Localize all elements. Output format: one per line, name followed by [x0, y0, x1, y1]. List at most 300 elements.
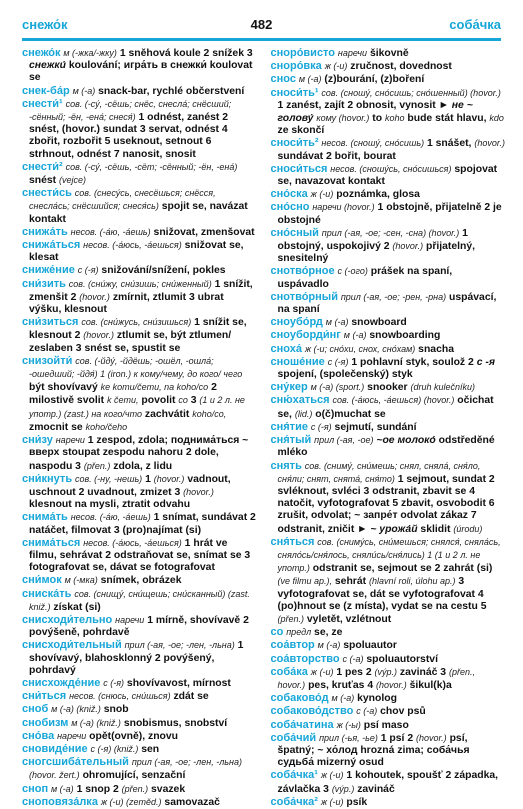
- entry-grammar: м (-мка): [64, 575, 98, 586]
- entry-grammar: (hovor.): [183, 486, 214, 497]
- entry-translation: 3: [187, 395, 200, 407]
- entry-headword: соба́ка: [270, 665, 308, 678]
- dictionary-entry: [271, 460, 506, 536]
- entry-grammar: несов. (-а́юсь, -а́ешься): [83, 240, 182, 251]
- entry-translation: očichat se,: [277, 395, 494, 420]
- dictionary-entry: [271, 653, 506, 666]
- entry-headword: сноро́висто: [270, 47, 336, 59]
- entry-phrase: ~ое молоко́: [376, 435, 436, 447]
- dictionary-entry: [22, 264, 257, 277]
- entry-translation: 1 obstojně, přijatelně 2 je obstojné: [277, 202, 502, 226]
- entry-translation: snob: [100, 704, 129, 716]
- entry-translation: shovívavost, mírnost: [124, 677, 231, 689]
- entry-translation: psí, špatný;: [277, 732, 468, 756]
- entry-headword: сня́тый: [270, 434, 312, 447]
- header-right-headword: соба́чка: [449, 17, 501, 32]
- entry-grammar: наречи: [115, 614, 145, 625]
- entry-translation: zavináč: [354, 783, 395, 795]
- entry-headword: снима́ть: [22, 511, 68, 524]
- dictionary-entry: [22, 614, 257, 639]
- entry-translation: přijatelný, snesitelný: [277, 241, 476, 265]
- entry-headword: снотво́рный: [270, 290, 338, 303]
- entry-translation: vadnout, uschnout 2 uvadnout, zmizet 3: [29, 473, 231, 498]
- entry-headword: сноп: [22, 782, 49, 795]
- entry-grammar: предл: [286, 627, 312, 638]
- entry-grammar: несов. (-а́юсь, -а́ешься): [83, 537, 182, 548]
- entry-grammar: с (-я): [103, 677, 125, 688]
- entry-translation: snímek, obrázek: [97, 575, 182, 587]
- entry-translation: 1 kohoutek, spoušť 2 západka, závlačka 3: [277, 770, 499, 795]
- entry-grammar: наречи: [55, 435, 85, 446]
- entry-headword: соа́вторство: [270, 652, 340, 665]
- entry-headword: снижа́ться: [22, 239, 81, 252]
- entry-grammar: ж (-и): [324, 61, 348, 72]
- entry-translation: snowboarding: [366, 330, 441, 342]
- entry-headword: снима́ться: [22, 536, 81, 549]
- entry-translation: 1 sejmout, sundat 2 svléknout, svléci 3 odstranit, zbavit se 4 natočit, vyfotografovat 5 zbavit, osvobodit 6 zrušit, odvolat;: [277, 473, 495, 522]
- entry-translation: pes, kruťas 4: [305, 679, 377, 691]
- dictionary-entry: [22, 161, 257, 187]
- entry-translation: 1 zanést, zajít 2 obnosit, vynosit ►: [277, 99, 452, 111]
- entry-headword: сни́зу: [22, 434, 53, 447]
- entry-translation: snižovat, zmenšovat: [150, 226, 255, 238]
- entry-grammar: (výp.): [374, 666, 397, 677]
- entry-translation: 1 snížit se, klesnout 2: [29, 317, 247, 342]
- entry-grammar: с (-я): [327, 356, 349, 367]
- dictionary-entry: [271, 73, 506, 86]
- entry-translation: spoluautorství: [363, 653, 438, 665]
- entry-headword: сноубо́рд: [270, 316, 323, 329]
- entry-translation: игра́ть в снежки́: [123, 60, 207, 72]
- entry-translation: ze skončí: [277, 125, 325, 137]
- entry-translation: sundávat 2 bořit, bourat: [277, 150, 396, 162]
- entry-grammar: ж (-и): [310, 189, 334, 200]
- entry-translation: 1 pes 2: [333, 666, 375, 678]
- dictionary-entry: [22, 690, 257, 703]
- entry-headword: сни́зиться: [22, 316, 79, 329]
- entry-grammar: прил (-ая, -ое; -лен, -льна): [124, 640, 235, 651]
- entry-translation: ~ запре́т: [354, 510, 398, 522]
- entry-grammar: сов. (снесу́сь, снесёшься; снёсся, снесла́сь; снёсшийся; снеся́сь): [29, 188, 216, 212]
- entry-headword: снизойти́: [22, 354, 73, 367]
- entry-translation: 1 snímat, sundávat 2 natáčet, filmovat 3 (pro)najímat (si): [29, 512, 256, 536]
- entry-translation: zavináč 3: [396, 666, 449, 678]
- dictionary-entry: [271, 188, 506, 201]
- dictionary-entry: [22, 98, 257, 161]
- entry-translation: snižovat se, klesat: [29, 240, 244, 264]
- entry-grammar: наречи: [337, 48, 368, 58]
- entry-translation: 1 hrát ve filmu, sehrávat 2 odstraňovat se, snímat se 3 fotografovat se, dávat se fotografovat: [29, 537, 251, 574]
- entry-grammar: сов. (сни́жусь, сни́зишься): [81, 317, 192, 328]
- dictionary-entry: [271, 692, 506, 705]
- entry-grammar: с (-ого): [337, 266, 368, 277]
- entry-translation: snižování/snížení, pokles: [98, 265, 226, 277]
- entry-grammar: несов. (сношу́сь, сно́сишься): [330, 163, 452, 174]
- left-column: [22, 47, 257, 808]
- dictionary-entry: [22, 703, 257, 716]
- dictionary-entry: [22, 588, 257, 614]
- dictionary-entry: [22, 796, 257, 809]
- entry-translation: kynolog: [354, 693, 397, 705]
- entry-headword: сно́сно: [270, 201, 310, 214]
- entry-headword: сниже́ние: [22, 264, 75, 277]
- entry-grammar: ж (-ы): [336, 719, 361, 730]
- entry-translation: 2 milostivě svolit: [29, 382, 217, 407]
- entry-headword: сноха́: [270, 342, 302, 355]
- entry-headword: сно́сный: [270, 226, 319, 239]
- entry-grammar: (hovor.): [83, 330, 114, 341]
- entry-headword: снос: [270, 73, 296, 86]
- entry-translation: zmocnit se: [29, 421, 86, 433]
- entry-headword: сноси́ться: [270, 162, 328, 175]
- entry-translation: zdát se: [170, 691, 209, 703]
- entry-grammar: ke komu/čemu, na koho/co: [100, 382, 209, 393]
- entry-translation: ohromující, senzační: [79, 770, 186, 782]
- entry-grammar: k čemu,: [106, 395, 139, 406]
- entry-headword: сну́кер: [270, 381, 308, 394]
- dictionary-entry: [271, 639, 506, 652]
- entry-translation: šikovně: [367, 48, 409, 59]
- entry-grammar: сов. (снищу́, сни́щешь; сни́сканный) (zast. kniž.): [29, 588, 250, 612]
- entry-grammar: сов. (сниму́сь, сни́мешься; снялся́, сняла́сь, сняло́сь/сня́лось, сняли́сь/сня́лись) 1 (1 и 2 л. не употр.): [277, 536, 501, 574]
- entry-translation: snowboard: [348, 317, 407, 329]
- page-header: [0, 0, 523, 36]
- entry-translation: povolit: [138, 395, 179, 407]
- dictionary-entry: [271, 536, 506, 626]
- entry-translation: odvolat zákaz 7 odstranit, zničit ►: [277, 510, 477, 535]
- entry-grammar: ж (-и): [320, 796, 344, 807]
- dictionary-entry: [271, 394, 506, 420]
- entry-grammar: прил (-ая, -ое): [314, 435, 374, 446]
- entry-grammar: с (-а): [356, 706, 378, 717]
- dictionary-entry: [22, 743, 257, 756]
- entry-translation: поднима́ться ~ вверх: [29, 435, 249, 459]
- entry-translation: zručnost, dovednost: [347, 61, 452, 73]
- dictionary-entry: [22, 717, 257, 730]
- page-number: 482: [250, 17, 273, 32]
- entry-grammar: м (-а) (sport.): [310, 382, 365, 393]
- entry-grammar: ж (-и) (zeměd.): [100, 796, 162, 807]
- entry-translation: klesnout na mysli, ztratit odvahu: [29, 499, 191, 511]
- entry-grammar: сов. (-ну, -нешь): [74, 473, 143, 484]
- entry-headword: соба́чка¹: [270, 769, 318, 782]
- entry-translation: koulování;: [65, 60, 124, 72]
- dictionary-entry: [271, 265, 506, 290]
- entry-grammar: сов. (-а́юсь, -а́ешься) (hovor.): [332, 395, 455, 406]
- dictionary-entry: [271, 356, 506, 381]
- entry-grammar: сов. (сни́жу, сни́зишь; сни́женный): [68, 278, 212, 289]
- entry-headword: сно́ска: [270, 188, 308, 201]
- entry-translation: zdola, z lidu: [110, 460, 173, 472]
- entry-translation: 3 vyfotografovat se, dát se vyfotografovat 4 (po)hnout se (z místa), vydat se na cestu 5: [277, 576, 487, 612]
- entry-grammar: м (-а): [317, 640, 341, 651]
- dictionary-entry: [22, 783, 257, 796]
- entry-grammar: (hovor.): [153, 473, 185, 484]
- entry-grammar: м (-а): [331, 693, 355, 704]
- entry-headword: соба́чка²: [270, 795, 318, 808]
- entry-translation: 1 obstojný, uspokojivý 2: [277, 227, 468, 253]
- entry-translation: mizerný osud: [313, 757, 384, 769]
- dictionary-entry: [22, 47, 257, 85]
- dictionary-entry: [22, 511, 257, 536]
- entry-grammar: м (-а): [343, 330, 367, 341]
- entry-headword: снести́¹: [22, 97, 63, 110]
- entry-translation: spojit se, navázat kontakt: [29, 201, 248, 225]
- dictionary-entry: [22, 730, 257, 743]
- entry-grammar: с (-я): [310, 421, 332, 432]
- entry-translation: 1 pohlavní styk, soulož 2: [348, 356, 477, 368]
- entry-grammar: (hovor.): [79, 291, 110, 302]
- dictionary-entry: [271, 60, 506, 73]
- entry-translation: 1 sněhová koule 2 snížek 3: [116, 48, 253, 59]
- entry-translation: ~ хо́лод: [317, 744, 358, 756]
- entry-headword: снотво́рное: [270, 265, 335, 278]
- dictionary-entry: [271, 434, 506, 459]
- entry-headword: сня́ться: [270, 535, 315, 548]
- entry-phrase: с: [476, 356, 483, 368]
- dictionary-entry: [271, 47, 506, 60]
- dictionary-entry: [271, 719, 506, 732]
- dictionary-entry: [271, 769, 506, 795]
- entry-translation: ztlumit se, být ztlumen/ zeslaben 3 snést se, spustit se: [29, 330, 232, 354]
- header-left-headword: снежо́к: [22, 17, 68, 32]
- entry-translation: být shovívavý: [29, 382, 101, 394]
- columns: [22, 47, 506, 808]
- entry-translation: to: [369, 113, 385, 125]
- entry-translation: 1 zespod, zdola;: [84, 435, 171, 447]
- entry-translation: 1 mírně, shovívavě 2 povýšeně, pohrdavě: [29, 614, 249, 639]
- entry-headword: сноб: [22, 703, 49, 716]
- entry-headword: соба́чатина: [270, 718, 334, 731]
- entry-grammar: (hovor.): [416, 732, 447, 743]
- entry-phrase: не ~ голову́: [277, 99, 473, 125]
- entry-translation: poznámka, glosa: [333, 189, 420, 201]
- entry-grammar: с (-я): [77, 265, 99, 276]
- entry-headword: соба́чий: [270, 731, 317, 744]
- entry-grammar: наречи: [57, 730, 87, 741]
- entry-translation: opět(ovně), znovu: [86, 730, 179, 742]
- dictionary-entry: [22, 226, 257, 239]
- entry-headword: собаково́дство: [270, 705, 354, 718]
- entry-grammar: (úrodu): [453, 523, 483, 534]
- dictionary-entry: [271, 666, 506, 692]
- entry-translation: sejmutí, sundání: [331, 421, 417, 433]
- entry-translation: 1 snop 2: [73, 783, 122, 795]
- entry-headword: сню́хаться: [270, 394, 330, 407]
- entry-headword: сноси́ть¹: [270, 86, 319, 99]
- entry-translation: 1: [142, 473, 154, 485]
- entry-grammar: несов. (-а́ю, -а́ешь): [70, 226, 151, 237]
- entry-grammar: (hovor.): [474, 138, 506, 149]
- entry-grammar: kdo: [489, 113, 504, 124]
- entry-headword: сновиде́ние: [22, 742, 88, 755]
- entry-translation: 1 snášet,: [424, 138, 475, 150]
- entry-grammar: сов. (сниму́, сни́мешь; снял, сняла́, сня́ло, сня́ли; снят, снята́, сня́то): [277, 460, 481, 484]
- entry-translation: šikul(k)a: [406, 679, 452, 691]
- entry-translation: samovazač: [161, 796, 220, 808]
- entry-grammar: несов. (снюсь, сни́шься): [69, 691, 171, 702]
- dictionary-entry: [22, 355, 257, 434]
- entry-translation: sklidit: [417, 523, 454, 535]
- entry-grammar: с (-я) (kniž.): [90, 743, 139, 754]
- dictionary-entry: [271, 626, 506, 639]
- entry-grammar: ж (-и): [310, 666, 334, 677]
- dictionary-entry: [22, 574, 257, 587]
- entry-grammar: сов. (сношу́, сно́сишь; сно́шенный) (hovor.): [321, 87, 501, 98]
- dictionary-entry: [271, 381, 506, 394]
- entry-grammar: (hovor.): [392, 241, 424, 252]
- entry-headword: сни́ться: [22, 690, 67, 703]
- entry-grammar: м (-а): [325, 317, 349, 328]
- entry-grammar: koho/co,: [192, 408, 227, 419]
- dictionary-entry: [22, 316, 257, 355]
- entry-headword: снижа́ть: [22, 225, 68, 238]
- dictionary-entry: [271, 705, 506, 718]
- right-column: [270, 47, 506, 808]
- entry-translation: snooker: [364, 382, 411, 394]
- entry-grammar: (hlavní roli, úlohu ap.): [368, 576, 456, 587]
- entry-translation: spojení, (společenský) styk: [277, 369, 413, 381]
- entry-headword: сноро́вка: [270, 60, 322, 73]
- entry-translation: (z)bourání, (z)boření: [321, 74, 425, 86]
- entry-headword: снек-ба́р: [22, 84, 70, 97]
- entry-translation: stoupat zespodu nahoru 2 dole, naspodu 3: [29, 447, 219, 472]
- dictionary-entry: [22, 85, 257, 98]
- entry-headword: сни́кнуть: [22, 472, 73, 485]
- dictionary-entry: [271, 732, 506, 770]
- entry-headword: соа́втор: [270, 639, 315, 652]
- dictionary-entry: [22, 278, 257, 317]
- entry-grammar: м (-а): [298, 74, 322, 85]
- entry-translation: snacha: [415, 343, 454, 355]
- entry-grammar: (přen.): [83, 460, 111, 471]
- entry-grammar: м (-жка/-жку): [63, 48, 117, 58]
- entry-headword: снежо́к: [22, 47, 61, 59]
- entry-headword: снести́²: [22, 160, 63, 173]
- entry-grammar: наречи (hovor.): [312, 202, 375, 213]
- entry-translation: se, ze: [311, 627, 343, 639]
- dictionary-entry: [22, 239, 257, 264]
- entry-grammar: (hovor.): [376, 679, 407, 690]
- entry-headword: снести́сь: [22, 187, 72, 200]
- entry-headword: снобизм: [22, 716, 69, 729]
- entry-grammar: м (-а): [51, 783, 74, 794]
- dictionary-entry: [22, 756, 257, 782]
- entry-translation: sen: [138, 743, 160, 755]
- entry-grammar: прил (-ая, -ое; -сен, -сна) (hovor.): [321, 227, 460, 238]
- entry-grammar: м (-а) (kniž.): [51, 704, 101, 715]
- entry-grammar: (lid.): [294, 408, 313, 419]
- entry-grammar: прил (-ая, -ое; -лен, -льна) (hovor. žert.): [29, 757, 242, 781]
- dictionary-entry: [271, 316, 506, 329]
- entry-headword: снисходи́тельный: [22, 639, 122, 652]
- entry-phrase: снежки́: [29, 60, 66, 72]
- entry-grammar: (druh kulečníku): [410, 382, 476, 393]
- entry-translation: uspávací, na spaní: [277, 291, 497, 316]
- entry-grammar: (vejce): [59, 175, 87, 186]
- entry-headword: сня́тие: [270, 420, 308, 433]
- dictionary-entry: [271, 291, 506, 316]
- entry-headword: снять: [270, 459, 302, 472]
- entry-translation: snobismus, snobství: [120, 717, 228, 729]
- entry-grammar: м (-а): [72, 85, 96, 96]
- entry-headword: снисхожде́ние: [22, 676, 101, 689]
- entry-translation: sehrát: [332, 576, 369, 588]
- entry-grammar: сов. (-су́, -сёшь; снёс, снесла́; снёсший; -сённый; -ён, -ена́; снеся́): [29, 98, 232, 123]
- dictionary-entry: [271, 87, 506, 138]
- entry-translation: 1 shovívavý, blahosklonný 2 povýšený, pohrdavý: [29, 640, 244, 676]
- entry-grammar: co: [178, 395, 188, 406]
- entry-headword: сногсшиба́тельный: [22, 756, 129, 769]
- entry-translation: vyletět, vzlétnout: [304, 613, 392, 625]
- entry-headword: сноше́ние: [270, 355, 325, 368]
- entry-headword: снисходи́тельно: [22, 613, 113, 626]
- entry-grammar: кому (hovor.): [316, 113, 370, 124]
- dictionary-entry: [271, 796, 506, 809]
- entry-grammar: (1 и 2 л. не употр.) (zast.) на кого/что: [29, 395, 245, 419]
- entry-grammar: прил (-ья, -ье): [319, 732, 378, 743]
- entry-grammar: ж (-и): [320, 770, 344, 781]
- entry-grammar: (výp.): [331, 783, 355, 794]
- dictionary-entry: [271, 227, 506, 266]
- entry-grammar: сов. (-йду́, -йдёшь; -ошёл, -ошла́; -ошедший; -йдя́) 1 (iron.) к кому/чему, до кого/ чего: [29, 355, 243, 380]
- entry-translation: prášek na spaní, uspávadlo: [277, 266, 453, 290]
- dictionary-entry: [271, 137, 506, 162]
- dictionary-entry: [22, 434, 257, 473]
- entry-grammar: ж (-и; сно́хи, снох, сно́хам): [304, 343, 416, 354]
- entry-translation: 1 odnést, zanést 2 snést, (hovor.) sundat 3 servat, odnést 4 zbořit, rozbořit 5 useknout, setnout 6 strhnout, odnést 7 nanosit, snosit: [29, 112, 229, 160]
- entry-grammar: несов. (сношу́, сно́сишь): [321, 138, 425, 149]
- entry-headword: сноси́ть²: [270, 137, 319, 150]
- entry-translation: o(č)muchat se: [312, 408, 386, 420]
- entry-grammar: сов. (-су́, -сёшь, -сёт; -сённый; -ён, -ена́): [65, 161, 238, 172]
- entry-headword: сно́ва: [22, 729, 55, 742]
- dictionary-entry: [22, 639, 257, 677]
- dictionary-entry: [271, 163, 506, 188]
- entry-headword: сни́мок: [22, 574, 62, 587]
- entry-translation: zmírnit, ztlumit 3 ubrat výšku, klesnout: [29, 291, 224, 316]
- entry-translation: psík: [343, 796, 368, 808]
- dictionary-entry: [271, 421, 506, 434]
- entry-translation: 1 snížit, zmenšit 2: [29, 278, 253, 303]
- entry-grammar: (přen.): [121, 783, 149, 794]
- entry-grammar: koho/čeho: [85, 421, 128, 432]
- entry-headword: собаково́д: [270, 692, 329, 705]
- entry-translation: hrozná zima;: [357, 744, 427, 756]
- entry-headword: сноповяза́лка: [22, 795, 98, 808]
- dictionary-entry: [271, 343, 506, 356]
- entry-grammar: несов. (-а́ю, -а́ешь): [70, 512, 151, 523]
- entry-translation: spojovat se, navazovat kontakt: [277, 163, 498, 188]
- entry-translation: odstranit se, sejmout se 2 zahrát (si): [309, 563, 493, 575]
- dictionary-entry: [22, 187, 257, 226]
- entry-headword: сноуборди́нг: [270, 329, 341, 342]
- entry-headword: сниска́ть: [22, 587, 72, 600]
- dictionary-entry: [22, 677, 257, 690]
- entry-translation: 1 psí 2: [377, 732, 416, 744]
- entry-grammar: прил (-ая, -ое; -рен, -рна): [340, 291, 447, 302]
- entry-grammar: м (-а) (kniž.): [71, 717, 121, 728]
- entry-translation: chov psů: [377, 706, 426, 718]
- entry-translation: соба́чья судьба́: [277, 744, 470, 769]
- entry-translation: získat (si): [50, 601, 101, 613]
- entry-grammar: (přen.): [277, 613, 305, 624]
- entry-translation: koulovat se: [29, 60, 253, 84]
- entry-translation: spoluautor: [340, 640, 397, 652]
- entry-headword: со: [270, 626, 284, 639]
- entry-translation: svazek: [148, 783, 186, 795]
- entry-translation: psí maso: [360, 719, 409, 731]
